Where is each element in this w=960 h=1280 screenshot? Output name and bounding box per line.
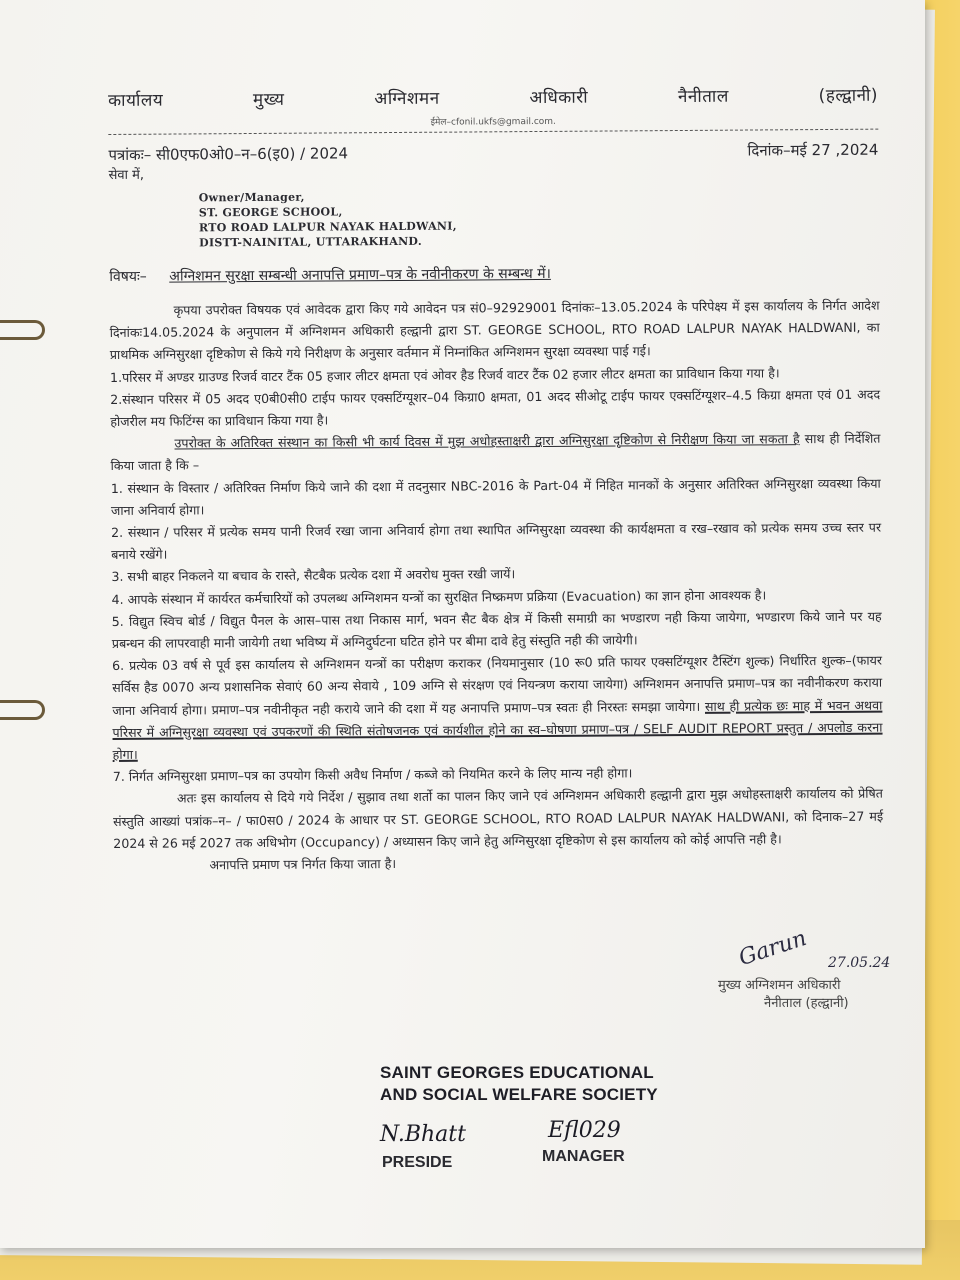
- inspection-note: [110, 428, 880, 478]
- stamp-line: AND SOCIAL WELFARE SOCIETY: [380, 1085, 658, 1104]
- letterhead-word: नैनीताल: [677, 86, 729, 108]
- condition-item: 3. सभी बाहर निकलने या बचाव के रास्ते, सैटबैक प्रत्येक दशा में अवरोध मुक्त रखी जायें।: [111, 566, 516, 585]
- letterhead-word: अग्निशमन: [374, 88, 440, 110]
- letter-content: [108, 83, 883, 878]
- addressee-line: RTO ROAD LALPUR NAYAK HALDWANI,: [198, 219, 457, 235]
- condition-6-underlined: साथ ही प्रत्येक छः माह में भवन अथवा परिसर में अग्निसुरक्षा व्यवस्था एवं उपकरणों की स्थिति संतोषजनक एवं कार्यशील होने का स्व–घोषणा प्रमाण–पत्र / SELF AUDIT REPORT प्रस्तुत / अपलोड करना होगा।: [112, 697, 883, 763]
- letterhead-word: कार्यालय: [108, 90, 164, 111]
- letterhead-word: (हल्द्वानी): [818, 85, 879, 107]
- manager-label: MANAGER: [542, 1148, 625, 1165]
- signature-date: 27.05.24: [828, 955, 891, 971]
- condition-item: 7. निर्गत अग्निसुरक्षा प्रमाण–पत्र का उपयोग किसी अवैध निर्माण / कब्जे को नियमित करने के लिए मान्य नही होगा।: [112, 765, 633, 785]
- letter-number: पत्रांकः– सी0एफ0ओ0–न–6(इ0) / 2024: [108, 144, 349, 164]
- condition-item: 2. संस्थान / परिसर में प्रत्येक समय पानी रिजर्व रखा जाना अनिवार्य होगा तथा स्थापित अग्निसुरक्षा व्यवस्था की कार्यक्षमता व रख–रखाव को प्रत्येक समय उच्च स्तर पर बनाये रखेंगे।: [111, 519, 882, 563]
- inspection-note-rest: साथ ही निर्देशित किया जाता है कि –: [110, 430, 881, 474]
- closing-paragraph: अतः इस कार्यालय से दिये गये निर्देश / सुझाव तथा शर्तो का पालन किए जाने एवं अग्निशमन अधिकारी हल्द्वानी द्वारा मुझ अधोहस्ताक्षरी कार्यालय को प्रेषित संस्तुति आख्यां पत्रांक–न– / फा0स0 / 2024 के आधार पर ST. GEORGE SCHOOL, RTO ROAD LALPUR NAYAK HALDWANI, को दिनाक–27 मई 2024 से 26 मई 2027 तक अधिभोग (Occupancy) / अध्यासन किए जाने हेतु अग्निसुरक्षा दृष्टिकोण से इस कार्यालय को कोई आपत्ति नही है।: [113, 786, 884, 851]
- office-email: ईमेल–cfonil.ukfs@gmail.com.: [430, 116, 556, 128]
- subject-label: विषयः–: [109, 268, 147, 285]
- manager-signature: Efl029: [548, 1118, 621, 1143]
- closing-line: अनापत्ति प्रमाण पत्र निर्गत किया जाता है।: [209, 856, 397, 873]
- society-stamp: [380, 1062, 658, 1106]
- addressee-line: DISTT-NAINITAL, UTTARAKHAND.: [199, 234, 423, 250]
- inspection-note-underlined: उपरोक्त के अतिरिक्त संस्थान का किसी भी कार्य दिवस में मुझ अधोहस्ताक्षरी द्वारा अग्निसुरक्षा दृष्टिकोण से निरीक्षण किया जा सकता है: [174, 431, 800, 451]
- condition-item: 5. विद्युत स्विच बोर्ड / विद्युत पैनल के आस–पास तथा निकास मार्ग, भवन सैट बैक क्षेत्र में किसी समाग्री का भण्डारण नही किया जायेगा, भण्डारण किये जाने पर यह प्रबन्धन की लापरवाही मानी जायेगी तथा भविष्य में अग्निदुर्घटना घटित होने पर बीमा दावे हेतु संस्तुति नही की जायेगी।: [111, 608, 882, 652]
- letter-date: दिनांक–मई 27 ,2024: [747, 140, 879, 160]
- officer-signature-block: [668, 925, 918, 1066]
- header-rule: [108, 129, 878, 135]
- condition-item: 4. आपके संस्थान में कार्यरत कर्मचारियों को उपलब्ध अग्निशमन यन्त्रों का सुरक्षित निष्क्रमण प्रक्रिया (Evacuation) का ज्ञान होना आवश्यक है।: [111, 587, 767, 607]
- spiral-binding-ring: [0, 700, 45, 720]
- stamp-line: SAINT GEORGES EDUCATIONAL: [380, 1063, 654, 1082]
- president-label: PRESIDE: [382, 1154, 453, 1171]
- condition-item: [112, 650, 883, 766]
- letterhead-word: मुख्य: [252, 89, 285, 110]
- letterhead-word: अधिकारी: [529, 87, 589, 109]
- found-item: 1.परिसर में अण्डर ग्राउण्ड रिजर्व वाटर टैंक 05 हजार लीटर क्षमता एवं ओवर हैड रिजर्व वाटर टैंक 02 हजार लीटर क्षमता का प्राविधान किया गया है।: [109, 364, 780, 385]
- salutation: सेवा में,: [108, 167, 145, 183]
- intro-paragraph: कृपया उपरोक्त विषयक एवं आवेदक द्वारा किए गये आवेदन पत्र सं0–92929001 दिनांकः–13.05.2024 के परिपेक्ष्य में इस कार्यालय के निर्गत आदेश दिनांकः14.05.2024 के अनुपालन में अग्निशमन अधिकारी हल्द्वानी द्वारा ST. GEORGE SCHOOL, RTO ROAD LALPUR NAYAK HALDWANI, का प्राथमिक अग्निसुरक्षा दृष्टिकोण से किये गये निरीक्षण के अनुसार वर्तमान में निम्नांकित अग्निशमन सुरक्षा व्यवस्था पाई गई।: [109, 297, 880, 363]
- president-signature: N.Bhatt: [380, 1122, 466, 1147]
- condition-6-text: 6. प्रत्येक 03 वर्ष से पूर्व इस कार्यालय से अग्निशमन यन्त्रों का परीक्षण कराकर (नियमानुसार (10 रू0 प्रति फायर एक्सटिंग्यूशर टैस्टिंग शुल्क) निर्धारित शुल्क–(फायर सर्विस हैड 0070 अन्य प्रशासनिक सेवाएं 60 अन्य सेवाये , 109 अग्नि से संरक्षण एवं नियन्त्रण कराया जायेगा) अग्निशमन अनापत्ति प्रमाण–पत्र का नवीनीकरण कराया जाना अनिवार्य होगा। प्रमाण–पत्र नवीनीकृत नही कराये जाने की दशा में यह अनापत्ति प्रमाण–पत्र स्वतः ही निरस्तः समझा जायेगा।: [111, 652, 883, 718]
- officer-designation: मुख्य अग्निशमन अधिकारी: [718, 978, 841, 993]
- addressee-block: [199, 186, 879, 251]
- addressee-line: ST. GEORGE SCHOOL,: [198, 205, 343, 220]
- officer-signature: Garun: [735, 925, 810, 972]
- letter-body: [109, 295, 883, 878]
- condition-item: 1. संस्थान के विस्तार / अतिरिक्त निर्माण किये जाने की दशा में तदनुसार NBC-2016 के Part-04 में निहित मानकों के अनुसार अतिरिक्त अग्निसुरक्षा व्यवस्था किया जाना अनिवार्य होगा।: [110, 475, 881, 518]
- addressee-line: Owner/Manager,: [198, 190, 305, 205]
- subject-line: [109, 262, 879, 286]
- spiral-binding-ring: [0, 320, 45, 340]
- letterhead: [108, 83, 878, 111]
- officer-place: नैनीताल (हल्द्वानी): [764, 996, 849, 1011]
- subject-text: अग्निशमन सुरक्षा सम्बन्धी अनापत्ति प्रमाण–पत्र के नवीनीकरण के सम्बन्ध में।: [169, 265, 551, 285]
- found-item: 2.संस्थान परिसर में 05 अदद ए0बी0सी0 टाईप फायर एक्सटिंग्यूशर–04 किग्रा0 क्षमता, 01 अदद सीओटू टाईप फायर एक्सटिंग्यूशर–4.5 किग्रा क्षमता एवं 01 अदद होजरील मय फिटिंग्स का प्राविधान किया गया है।: [110, 386, 881, 430]
